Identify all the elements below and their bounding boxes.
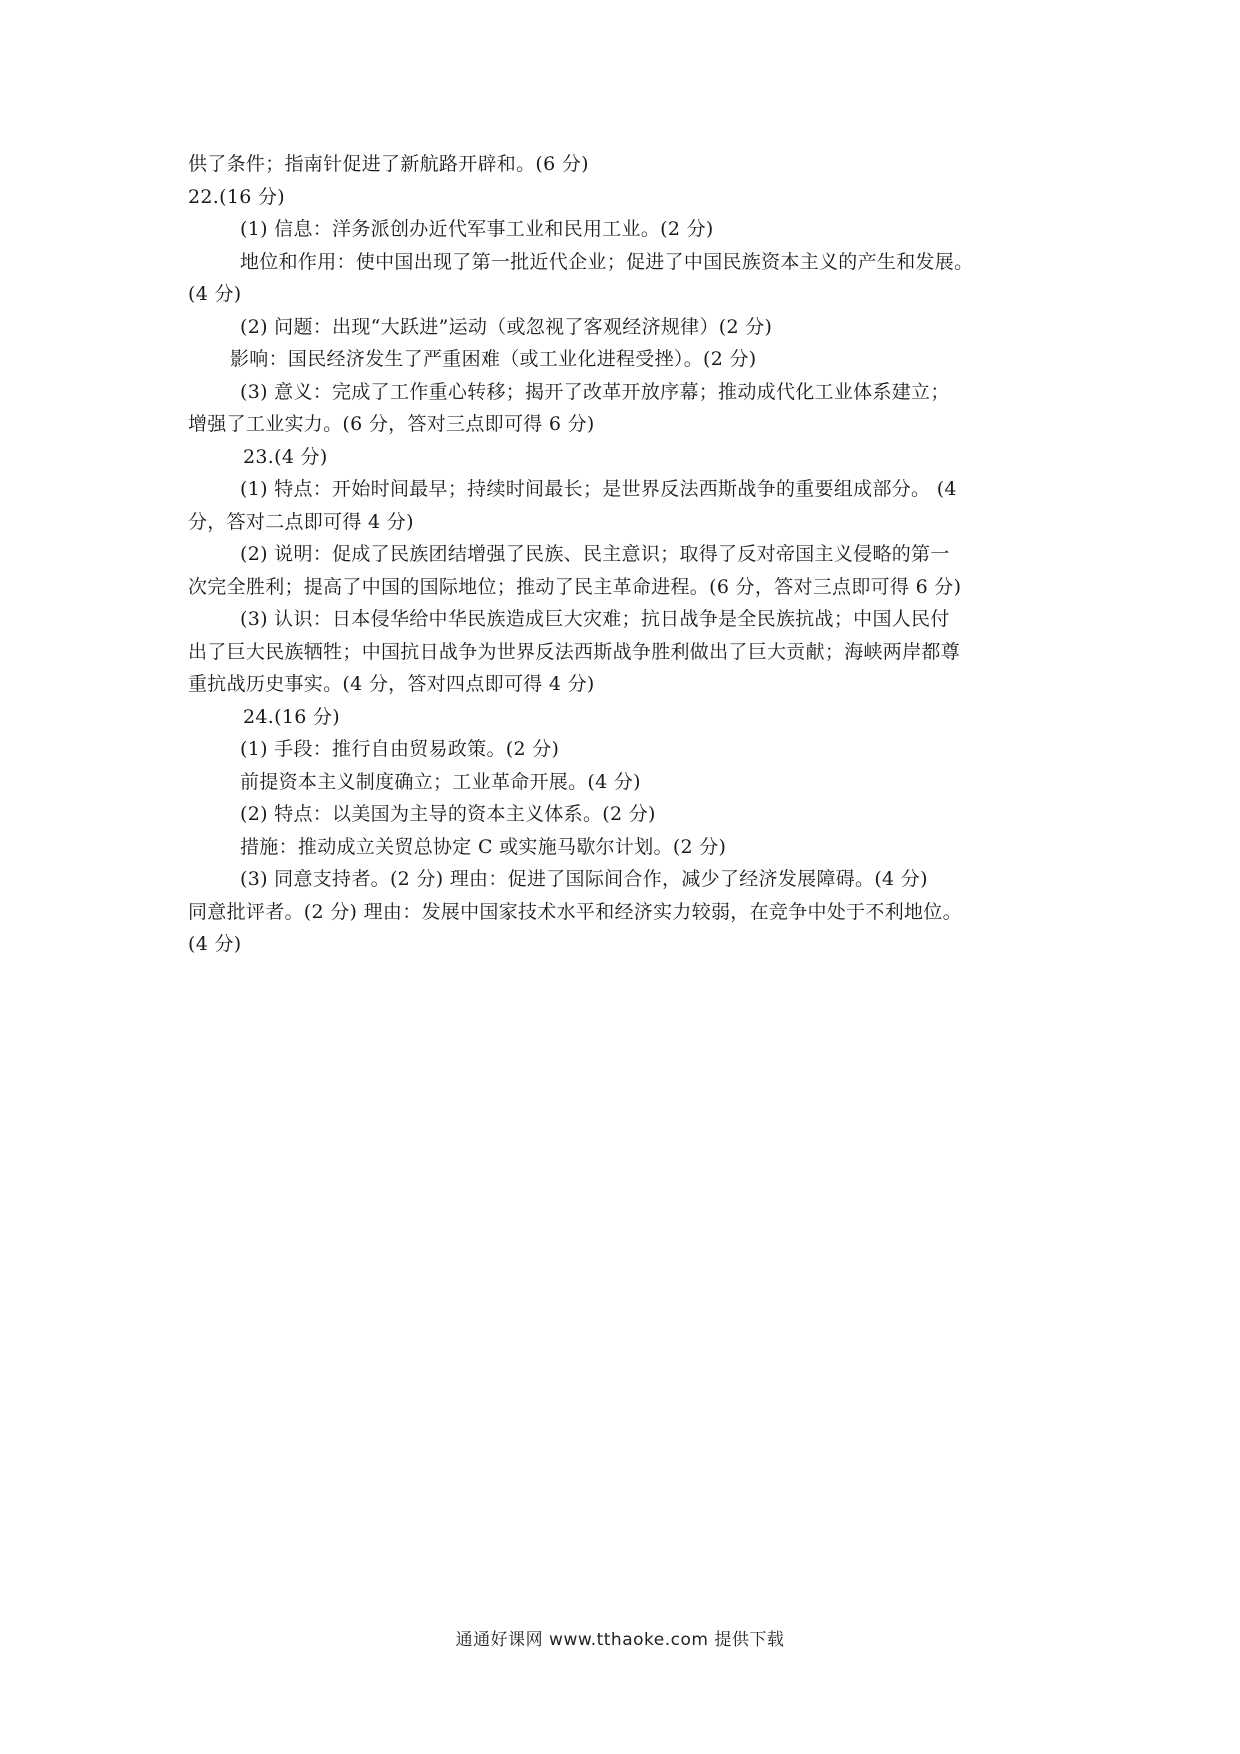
text-line: 前提资本主义制度确立；工业革命开展。(4 分): [240, 770, 641, 793]
text-line: (1) 特点：开始时间最早；持续时间最长；是世界反法西斯战争的重要组成部分。 (4: [240, 478, 957, 500]
text-line: (4 分): [188, 283, 242, 305]
text-line: 措施：推动成立关贸总协定 C 或实施马歇尔计划。(2 分): [240, 835, 727, 858]
text-line: (4 分): [188, 933, 242, 955]
text-line: 同意批评者。(2 分) 理由：发展中国家技术水平和经济实力较弱，在竞争中处于不利地位。: [188, 900, 962, 923]
text-line: (1) 信息：洋务派创办近代军事工业和民用工业。(2 分): [240, 218, 714, 240]
text-line: (2) 特点：以美国为主导的资本主义体系。(2 分): [240, 803, 656, 825]
question-heading-24: 24.(16 分): [243, 705, 340, 728]
text-line: (3) 意义：完成了工作重心转移；揭开了改革开放序幕；推动成代化工业体系建立；: [240, 380, 950, 403]
question-heading-23: 23.(4 分): [243, 445, 328, 468]
text-line: (3) 认识：日本侵华给中华民族造成巨大灾难；抗日战争是全民族抗战；中国人民付: [240, 608, 950, 630]
text-line: 影响：国民经济发生了严重困难（或工业化进程受挫）。(2 分): [230, 348, 757, 370]
text-line: (1) 手段：推行自由贸易政策。(2 分): [240, 738, 560, 760]
text-line: 次完全胜利；提高了中国的国际地位；推动了民主革命进程。(6 分，答对三点即可得 6 分): [188, 575, 962, 598]
text-line: (2) 问题：出现“大跃进”运动（或忽视了客观经济规律）(2 分): [240, 315, 773, 338]
text-line: 地位和作用：使中国出现了第一批近代企业；促进了中国民族资本主义的产生和发展。: [240, 250, 974, 273]
text-line: (3) 同意支持者。(2 分) 理由：促进了国际间合作，减少了经济发展障碍。(4 分): [240, 868, 928, 890]
text-line: 重抗战历史事实。(4 分，答对四点即可得 4 分): [188, 673, 595, 695]
answer-key-text: [188, 148, 1058, 961]
text-line: 供了条件；指南针促进了新航路开辟和。(6 分): [188, 153, 589, 175]
text-line: (2) 说明：促成了民族团结增强了民族、民主意识；取得了反对帝国主义侵略的第一: [240, 543, 950, 565]
text-line: 出了巨大民族牺牲；中国抗日战争为世界反法西斯战争胜利做出了巨大贡献；海峡两岸都尊: [188, 640, 961, 663]
text-line: 增强了工业实力。(6 分，答对三点即可得 6 分): [188, 413, 595, 435]
question-heading-22: 22.(16 分): [188, 185, 285, 208]
text-line: 分，答对二点即可得 4 分): [188, 510, 414, 533]
page-footer: 通通好课网 www.tthaoke.com 提供下载: [455, 1630, 785, 1650]
